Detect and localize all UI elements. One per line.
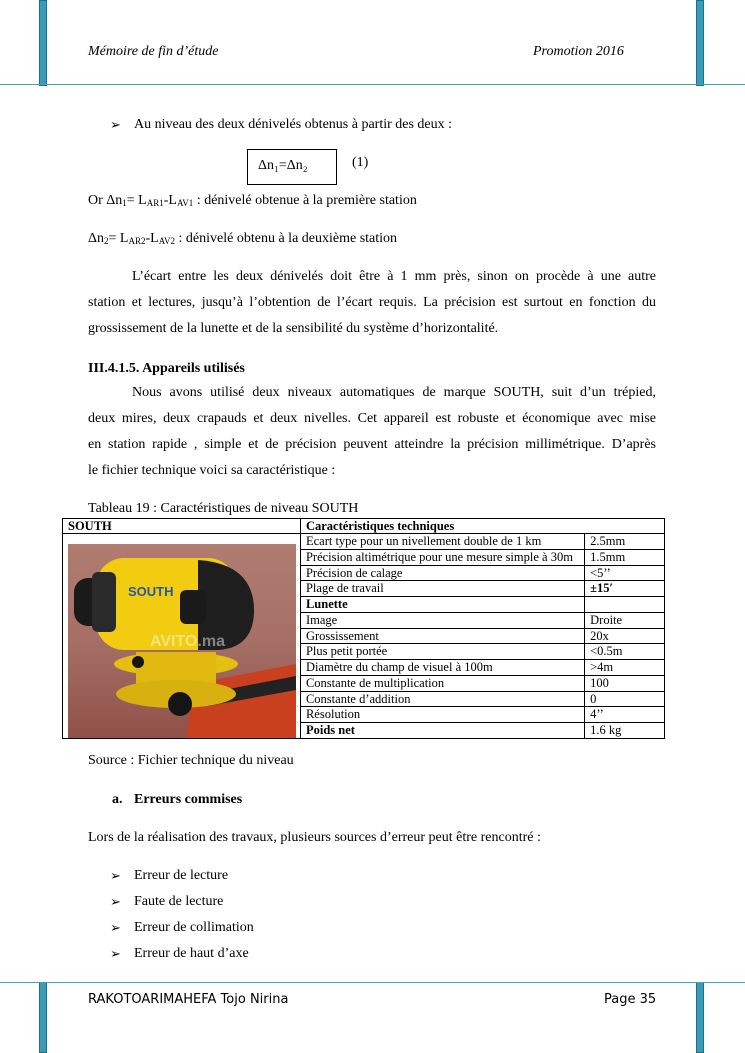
spec-value: ±15′ (585, 581, 665, 597)
level-instrument-photo (68, 544, 296, 738)
spec-value: 1.5mm (585, 549, 665, 565)
subsection-marker: a. (112, 792, 123, 807)
svg-text:AVITO.ma: AVITO.ma (150, 633, 225, 650)
spec-value: 0 (585, 691, 665, 707)
table-header-row (63, 519, 665, 534)
spec-label: Diamètre du champ de visuel à 100m (300, 660, 584, 676)
header-left-bar (39, 0, 47, 86)
spec-value: 4’’ (585, 707, 665, 723)
errors-intro: Lors de la réalisation des travaux, plusieurs sources d’erreur peut être rencontré : (88, 830, 541, 845)
para2-line4: le fichier technique voici sa caractéristique : (88, 463, 336, 478)
col-header-south: SOUTH (63, 519, 301, 534)
equation-number: (1) (352, 155, 369, 170)
col-header-specs: Caractéristiques techniques (300, 519, 664, 534)
level-instrument-image (68, 544, 296, 738)
spec-value: <0.5m (585, 644, 665, 660)
spec-value: 20x (585, 628, 665, 644)
spec-label: Constante de multiplication (300, 675, 584, 691)
para1-line2: station et lectures, jusqu’à l’obtention de l’écart requis. La précision est surtout en fonction du (88, 295, 656, 310)
specs-table (62, 518, 665, 739)
table-source: Source : Fichier technique du niveau (88, 753, 294, 768)
footer-rule (0, 982, 745, 983)
footer-page-number: Page 35 (604, 992, 657, 1007)
spec-label: Poids net (300, 723, 584, 739)
table-caption: Tableau 19 : Caractéristiques de niveau SOUTH (88, 501, 359, 516)
svg-text:SOUTH: SOUTH (128, 584, 174, 599)
spec-label: Ecart type pour un nivellement double de 1 km (300, 534, 584, 550)
header-rule (0, 84, 745, 85)
para2-line3: en station rapide , simple et de précision peuvent atteindre la précision millimétrique. D’après (88, 437, 656, 452)
para2-line2: deux mires, deux crapauds et deux nivelles. Cet appareil est robuste et économique avec mise (88, 411, 656, 426)
footer-author: RAKOTOARIMAHEFA Tojo Nirina (88, 992, 289, 1007)
para1-line1: L’écart entre les deux dénivelés doit être à 1 mm près, sinon on procède à une autre (132, 269, 656, 284)
spec-label: Plage de travail (300, 581, 584, 597)
para2-line1: Nous avons utilisé deux niveaux automatiques de marque SOUTH, suit d’un trépied, (132, 385, 656, 400)
error-item: Erreur de collimation (134, 920, 254, 935)
header-right-bar (696, 0, 704, 86)
or-delta-line: Or $\Delta n_1= L_{AR1}-L_{AV1}$ : dénivelé obtenue à la première station (88, 193, 417, 208)
bullet-arrow-icon: ➢ (110, 117, 121, 132)
equation-box (247, 149, 337, 185)
spec-label: Précision de calage (300, 565, 584, 581)
spec-label: Résolution (300, 707, 584, 723)
equation-formula: Δn₁=Δn₂ (258, 158, 308, 173)
spec-value: <5’’ (585, 565, 665, 581)
bullet-arrow-icon: ➢ (110, 946, 121, 961)
error-item: Erreur de lecture (134, 868, 229, 883)
spec-section-lunette: Lunette (300, 597, 584, 613)
spec-value (585, 597, 665, 613)
subsection-title: Erreurs commises (134, 792, 243, 807)
spec-value: >4m (585, 660, 665, 676)
bullet-arrow-icon: ➢ (110, 920, 121, 935)
photo-cell (63, 534, 301, 739)
error-item: Faute de lecture (134, 894, 224, 909)
bullet-arrow-icon: ➢ (110, 894, 121, 909)
footer-right-bar (696, 982, 704, 1053)
table-row (63, 534, 665, 550)
spec-value: Droite (585, 612, 665, 628)
spec-label: Précision altimétrique pour une mesure simple à 30m (300, 549, 584, 565)
error-item: Erreur de haut d’axe (134, 946, 249, 961)
spec-value: 100 (585, 675, 665, 691)
bullet-arrow-icon: ➢ (110, 868, 121, 883)
spec-label: Grossissement (300, 628, 584, 644)
footer-left-bar (39, 982, 47, 1053)
header-promotion: Promotion 2016 (533, 44, 624, 59)
header-title: Mémoire de fin d’étude (88, 44, 219, 59)
para1-line3: grossissement de la lunette et de la sensibilité du système d’horizontalité. (88, 321, 499, 336)
spec-value: 1.6 kg (585, 723, 665, 739)
spec-label: Image (300, 612, 584, 628)
spec-label: Constante d’addition (300, 691, 584, 707)
section-title: III.4.1.5. Appareils utilisés (88, 361, 245, 376)
bullet-intro: Au niveau des deux dénivelés obtenus à partir des deux : (134, 117, 453, 132)
spec-label: Plus petit portée (300, 644, 584, 660)
delta2-line: $\Delta n_2= L_{AR2}-L_{AV2}$ : dénivelé obtenu à la deuxième station (88, 231, 398, 246)
spec-value: 2.5mm (585, 534, 665, 550)
